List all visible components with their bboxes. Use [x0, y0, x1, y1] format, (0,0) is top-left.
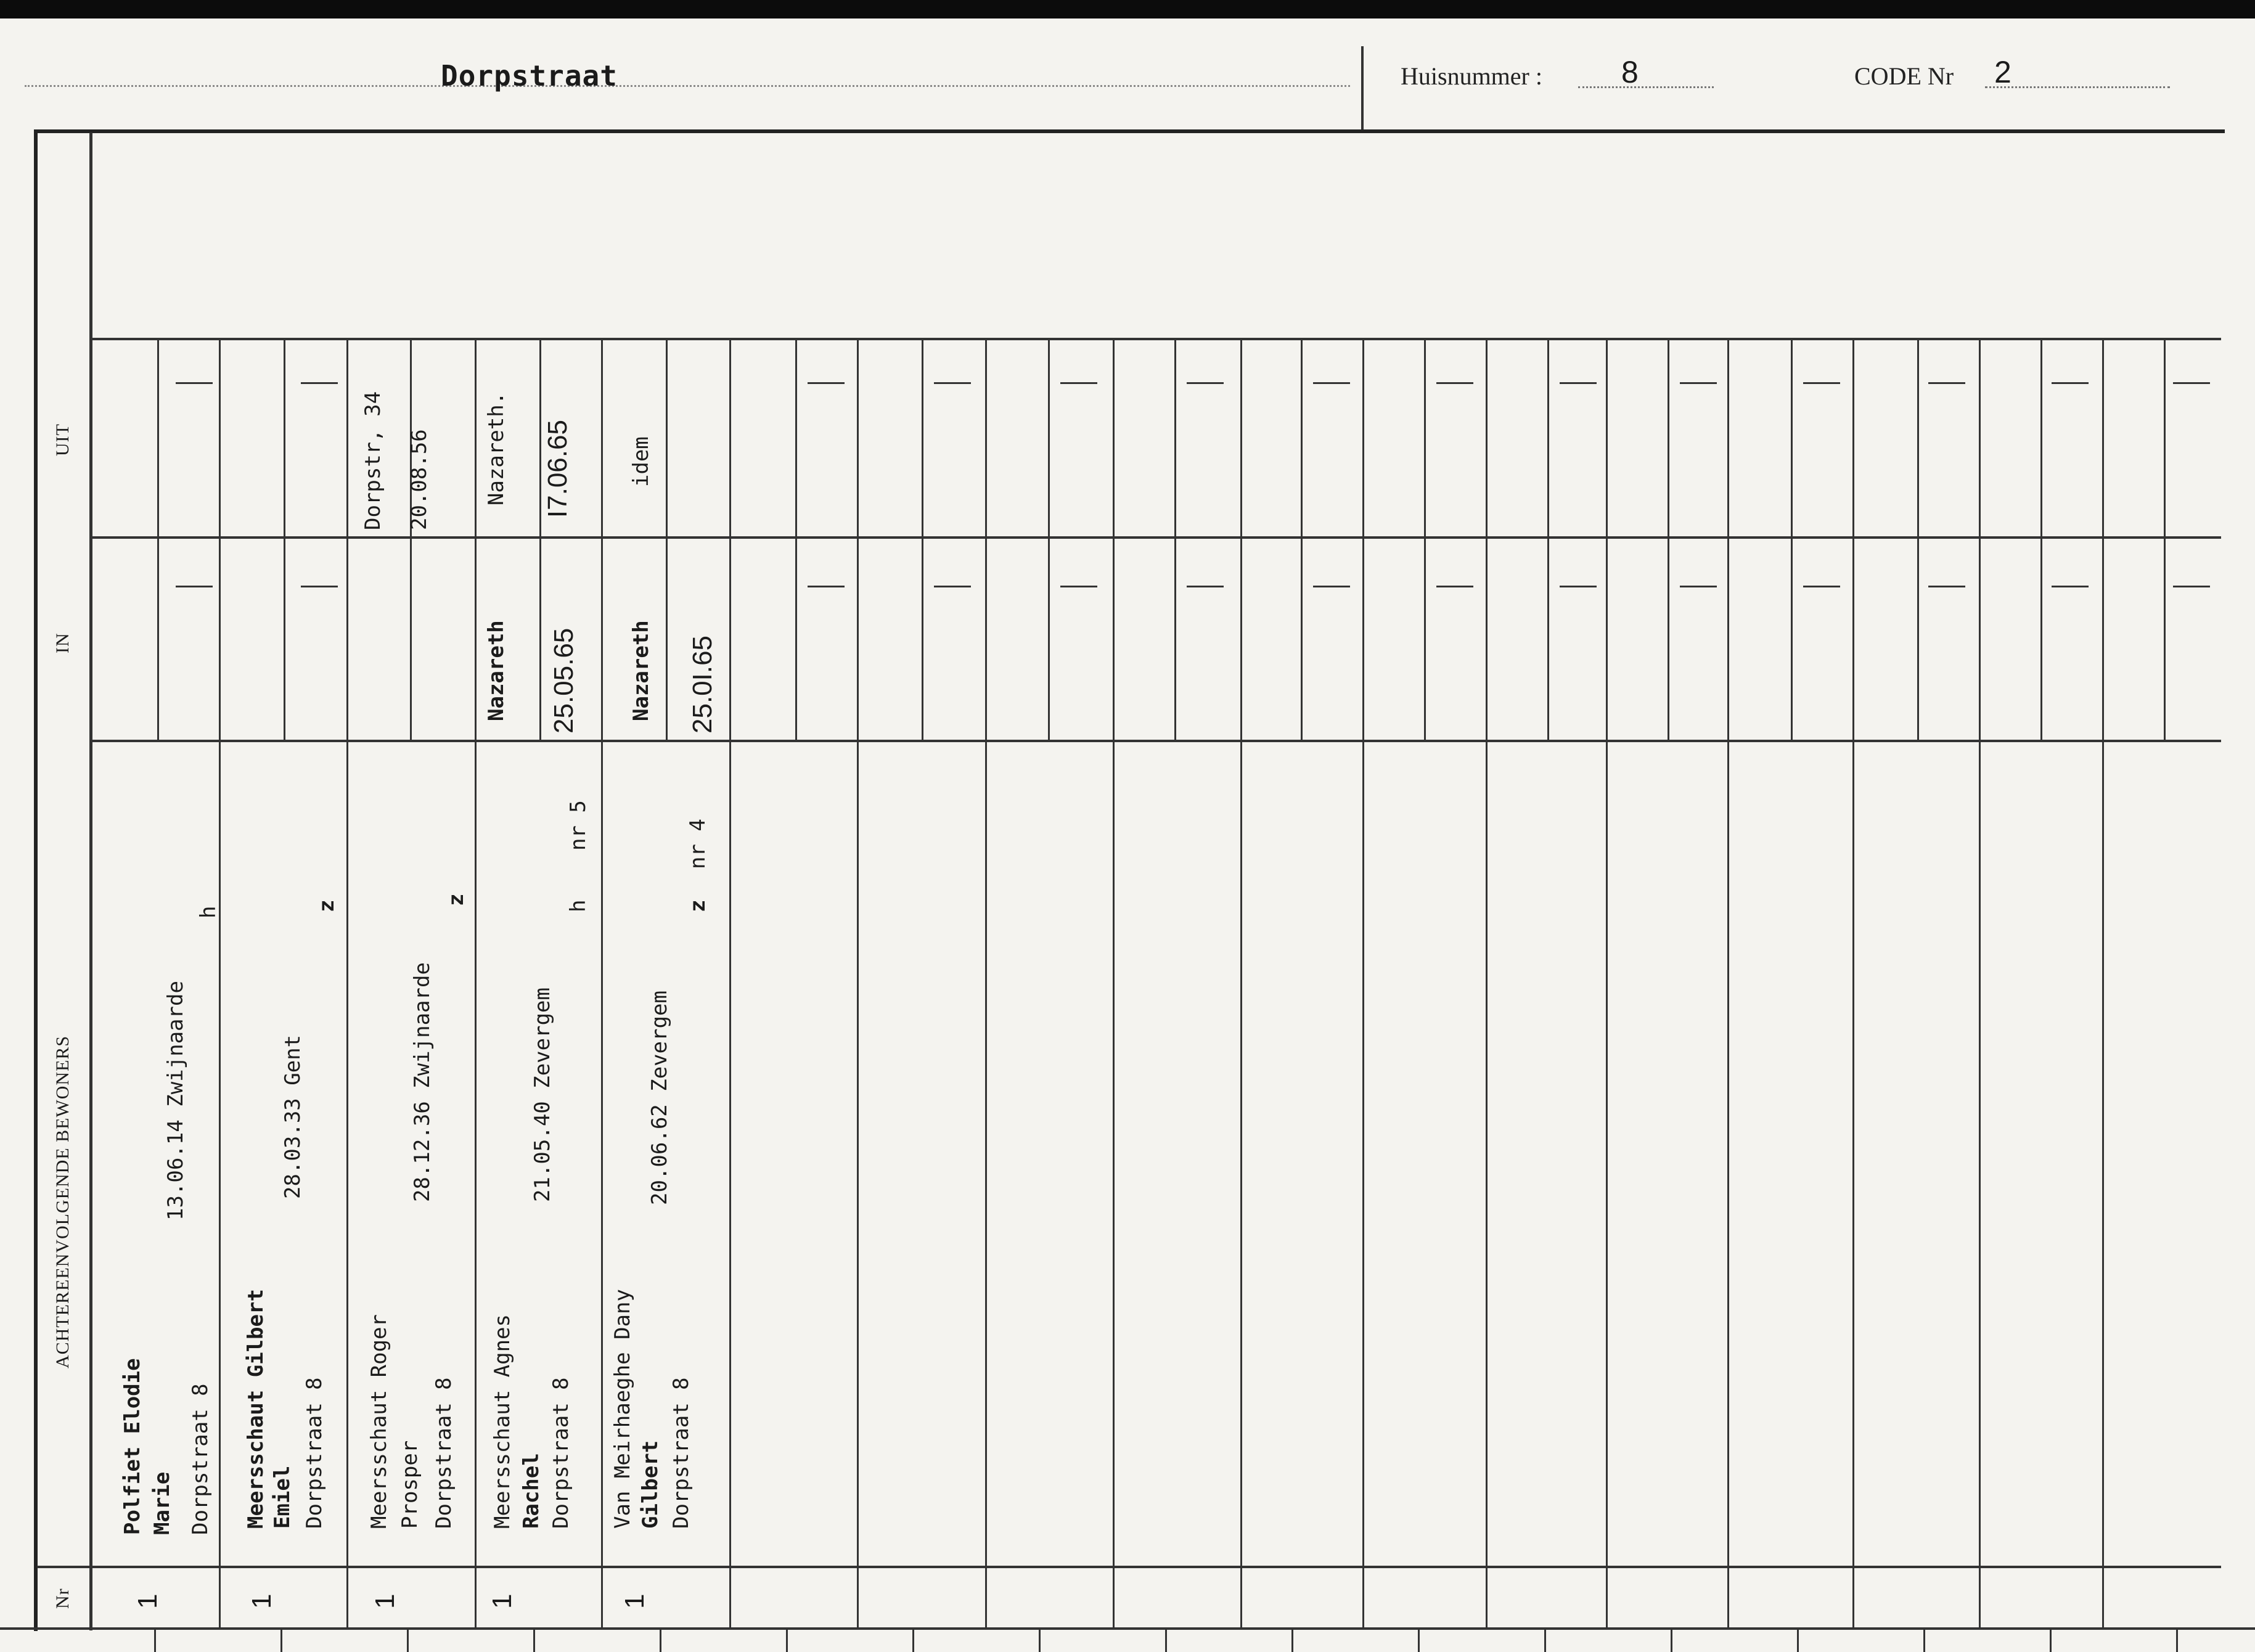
- entry-3-mark: z: [444, 893, 469, 906]
- column-line: [1486, 338, 1488, 1629]
- entry-4-extra: nr 5: [566, 800, 591, 851]
- bottom-tick: [1291, 1627, 1293, 1652]
- entry-5-name: Van Meirhaeghe Dany: [610, 1289, 635, 1529]
- entry-5-extra: nr 4: [686, 819, 710, 869]
- column-line: [1727, 338, 1729, 1629]
- half-column-line: [1917, 338, 1919, 740]
- empty-dash-mark: [1313, 382, 1350, 384]
- half-column-line: [157, 338, 159, 740]
- empty-dash-mark: [1560, 382, 1597, 384]
- entry-5-in-date: 25.0I.65: [687, 635, 718, 734]
- entry-4-in-place: Nazareth: [484, 620, 509, 721]
- empty-dash-mark: [1060, 586, 1097, 587]
- empty-dash-mark: [1313, 586, 1350, 587]
- column-line: [1852, 338, 1854, 1629]
- residents-label: ACHTEREENVOLGENDE BEWONERS: [52, 1035, 73, 1368]
- entry-4-nr: 1: [487, 1593, 517, 1609]
- bottom-tick: [2176, 1627, 2178, 1652]
- empty-dash-mark: [1803, 586, 1840, 587]
- bottom-tick: [1544, 1627, 1546, 1652]
- entry-5-in-place: Nazareth: [629, 620, 653, 721]
- bottom-tick: [1039, 1627, 1041, 1652]
- entry-3-uit-place: Dorpstr, 34: [361, 391, 385, 530]
- entry-1-mark: h: [196, 906, 221, 918]
- half-column-line: [410, 338, 412, 740]
- code-label: CODE Nr: [1854, 62, 1954, 90]
- entry-3-uit-date: 20.08.56: [407, 429, 432, 530]
- empty-dash-mark: [1928, 382, 1965, 384]
- row-separator-nr: [37, 1566, 2221, 1568]
- half-column-line: [1547, 338, 1549, 740]
- row-separator-residents: [92, 740, 2221, 742]
- half-column-line: [1048, 338, 1050, 740]
- code-value: 2: [1994, 55, 2011, 89]
- bottom-tick: [1797, 1627, 1799, 1652]
- house-number-label: Huisnummer :: [1401, 62, 1542, 90]
- label-column-border: [89, 133, 92, 1630]
- empty-dash-mark: [1680, 382, 1717, 384]
- empty-dash-mark: [301, 586, 338, 587]
- column-line: [2102, 338, 2104, 1629]
- column-line: [1979, 338, 1981, 1629]
- bottom-tick: [280, 1627, 282, 1652]
- entry-5-born: 20.06.62 Zevergem: [647, 991, 672, 1205]
- entry-2-mark: z: [314, 899, 339, 912]
- entry-4-first: Rachel: [519, 1453, 544, 1529]
- empty-dash-mark: [176, 586, 213, 587]
- empty-dash-mark: [1803, 382, 1840, 384]
- entry-3-nr: 1: [370, 1593, 400, 1609]
- nr-label: Nr: [52, 1588, 73, 1609]
- house-number-dots: [1578, 86, 1714, 88]
- entry-2-address: Dorpstraat 8: [302, 1377, 327, 1529]
- code-dots: [1985, 86, 2170, 88]
- empty-dash-mark: [1560, 586, 1597, 587]
- entry-4-name: Meersschaut Agnes: [490, 1314, 515, 1529]
- empty-dash-mark: [934, 382, 971, 384]
- entry-4-mark: h: [566, 899, 591, 912]
- street-name: Dorpstraat: [441, 59, 618, 92]
- entry-5-uit-place: idem: [629, 436, 653, 487]
- entry-2-first: Emiel: [270, 1465, 295, 1529]
- bottom-tick: [407, 1627, 409, 1652]
- column-line: [857, 338, 859, 1629]
- bottom-tick: [786, 1627, 788, 1652]
- empty-dash-mark: [2173, 586, 2210, 587]
- bottom-tick: [912, 1627, 914, 1652]
- entry-1-first: Marie: [150, 1471, 174, 1535]
- column-line: [346, 338, 348, 1629]
- half-column-line: [284, 338, 285, 740]
- entry-3-born: 28.12.36 Zwijnaarde: [410, 962, 435, 1202]
- bottom-tick: [2050, 1627, 2052, 1652]
- entry-1-address: Dorpstraat 8: [188, 1383, 213, 1535]
- scan-top-edge: [0, 0, 2255, 18]
- half-column-line: [795, 338, 797, 740]
- empty-dash-mark: [1187, 586, 1224, 587]
- empty-dash-mark: [301, 382, 338, 384]
- register-grid: [34, 129, 2225, 1631]
- entry-4-born: 21.05.40 Zevergem: [530, 988, 555, 1202]
- bottom-tick: [1923, 1627, 1925, 1652]
- entry-5-nr: 1: [620, 1593, 650, 1609]
- half-column-line: [666, 338, 668, 740]
- bottom-tick: [660, 1627, 661, 1652]
- empty-dash-mark: [1436, 382, 1473, 384]
- entry-3-address: Dorpstraat 8: [432, 1377, 456, 1529]
- entry-4-address: Dorpstraat 8: [549, 1377, 573, 1529]
- entry-3-name: Meersschaut Roger: [367, 1314, 391, 1529]
- empty-dash-mark: [808, 382, 845, 384]
- empty-dash-mark: [1436, 586, 1473, 587]
- bottom-tick: [533, 1627, 535, 1652]
- entry-4-uit-date: I7.06.65: [542, 419, 573, 518]
- entry-4-uit-place: Nazareth.: [484, 391, 509, 505]
- empty-dash-mark: [2052, 586, 2089, 587]
- entry-3-first: Prosper: [398, 1440, 422, 1529]
- half-column-line: [1174, 338, 1176, 740]
- half-column-line: [1424, 338, 1426, 740]
- half-column-line: [2164, 338, 2166, 740]
- header-divider: [1361, 46, 1364, 133]
- empty-dash-mark: [1060, 382, 1097, 384]
- half-column-line: [1301, 338, 1303, 740]
- column-line: [475, 338, 477, 1629]
- entry-2-born: 28.03.33 Gent: [280, 1034, 305, 1199]
- entry-4-in-date: 25.05.65: [549, 628, 579, 734]
- entry-5-mark: z: [686, 899, 710, 912]
- empty-dash-mark: [808, 586, 845, 587]
- uit-label: UIT: [52, 423, 73, 456]
- bottom-border: [0, 1627, 2255, 1630]
- empty-dash-mark: [1928, 586, 1965, 587]
- entry-1-name: Polfiet Elodie: [120, 1358, 145, 1535]
- column-line: [985, 338, 987, 1629]
- street-dotted-line: [25, 85, 1350, 87]
- column-line: [729, 338, 731, 1629]
- entry-2-nr: 1: [247, 1593, 277, 1609]
- empty-dash-mark: [2052, 382, 2089, 384]
- column-line: [1606, 338, 1608, 1629]
- in-label: IN: [52, 632, 73, 653]
- column-line: [1240, 338, 1242, 1629]
- bottom-tick: [154, 1627, 156, 1652]
- bottom-tick: [1418, 1627, 1420, 1652]
- half-column-line: [2040, 338, 2042, 740]
- half-column-line: [539, 338, 541, 740]
- entry-5-first: Gilbert: [638, 1440, 663, 1529]
- bottom-tick: [1165, 1627, 1167, 1652]
- column-line: [1362, 338, 1364, 1629]
- half-column-line: [1791, 338, 1793, 740]
- column-line: [1113, 338, 1115, 1629]
- entry-1-nr: 1: [133, 1593, 163, 1609]
- empty-dash-mark: [2173, 382, 2210, 384]
- bottom-tick: [1671, 1627, 1672, 1652]
- half-column-line: [922, 338, 923, 740]
- entry-5-address: Dorpstraat 8: [669, 1377, 694, 1529]
- column-line: [601, 338, 603, 1629]
- house-number-value: 8: [1621, 55, 1639, 89]
- empty-dash-mark: [934, 586, 971, 587]
- empty-dash-mark: [176, 382, 213, 384]
- empty-dash-mark: [1680, 586, 1717, 587]
- entry-1-born: 13.06.14 Zwijnaarde: [163, 981, 188, 1221]
- half-column-line: [1668, 338, 1669, 740]
- column-line: [219, 338, 221, 1629]
- empty-dash-mark: [1187, 382, 1224, 384]
- entry-2-name: Meersschaut Gilbert: [244, 1289, 268, 1529]
